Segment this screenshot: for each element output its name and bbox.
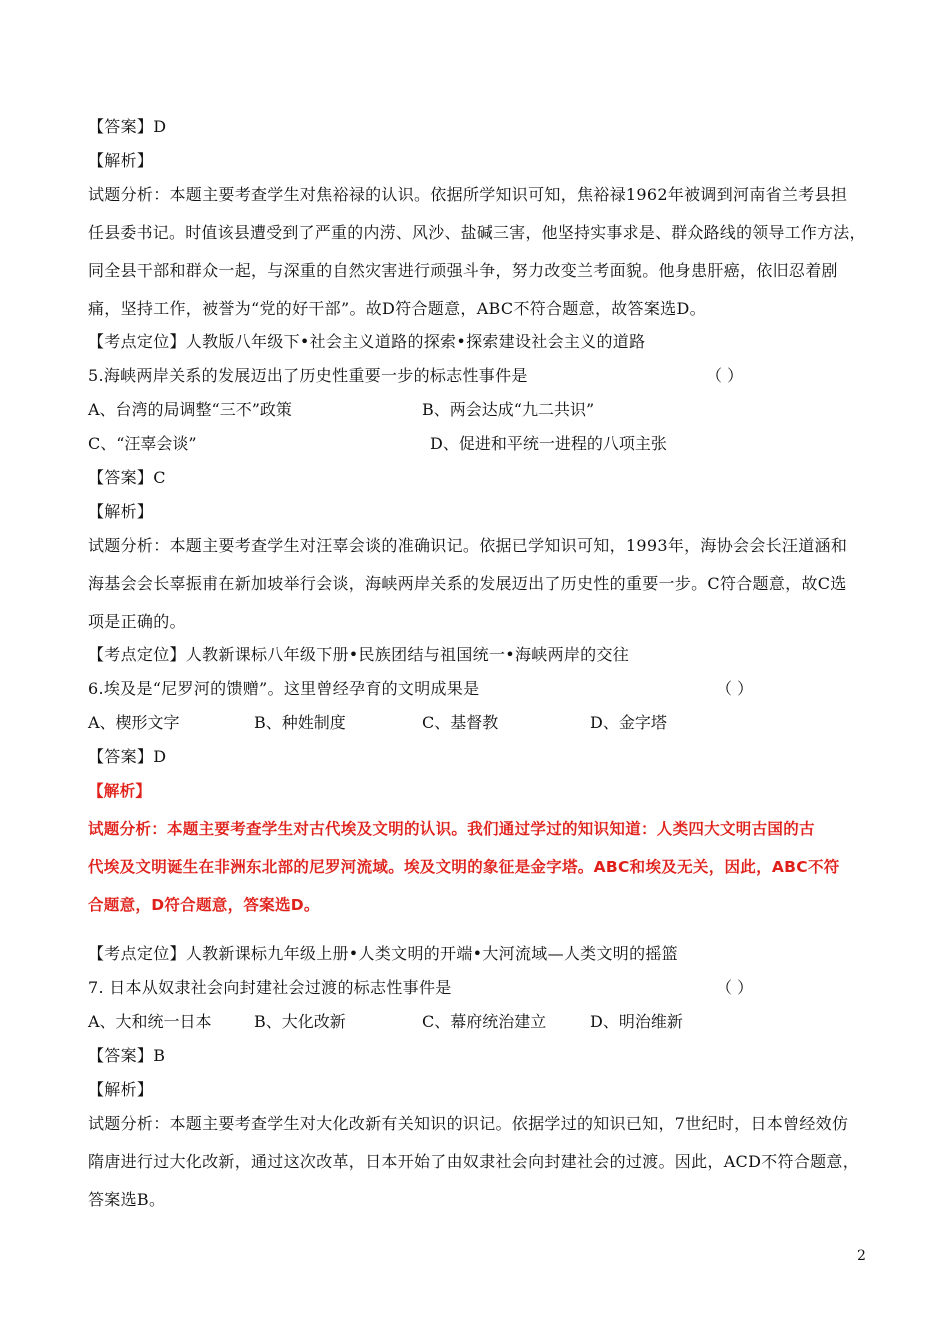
page-number: 2 [857, 1248, 866, 1264]
q6-answer-paren: （ ） [716, 679, 754, 698]
q7-option-c: C、幕府统治建立 [422, 1012, 547, 1031]
q6-analysis-line: 合题意，D符合题意，答案选D。 [88, 896, 320, 914]
q5-stem: 5.海峡两岸关系的发展迈出了历史性重要一步的标志性事件是 [88, 366, 528, 385]
q4-analysis-label: 【解析】 [88, 151, 154, 170]
q5-option-d: D、促进和平统一进程的八项主张 [430, 434, 667, 453]
q4-analysis-line: 任县委书记。时值该县遭受到了严重的内涝、风沙、盐碱三害，他坚持实事求是、群众路线的领导工作方法， [88, 223, 866, 242]
q6-option-a: A、楔形文字 [88, 713, 180, 732]
q5-option-c: C、“汪辜会谈” [88, 434, 197, 453]
q6-analysis-line: 试题分析：本题主要考查学生对古代埃及文明的认识。我们通过学过的知识知道：人类四大文明古国的古 [88, 820, 815, 838]
q7-answer-paren: （ ） [716, 978, 754, 997]
q7-analysis-line: 答案选B。 [88, 1190, 166, 1209]
q5-answer: 【答案】C [88, 468, 166, 487]
q6-analysis-label: 【解析】 [88, 782, 152, 800]
q5-analysis-label: 【解析】 [88, 502, 154, 521]
q5-kaodian: 【考点定位】人教新课标八年级下册•民族团结与祖国统一•海峡两岸的交往 [88, 645, 630, 664]
q7-answer: 【答案】B [88, 1046, 166, 1065]
q5-option-b: B、两会达成“九二共识” [422, 400, 595, 419]
q6-option-b: B、种姓制度 [254, 713, 346, 732]
q6-option-d: D、金字塔 [590, 713, 667, 732]
q7-analysis-line: 试题分析：本题主要考查学生对大化改新有关知识的识记。依据学过的知识已知，7世纪时，日本曾经效仿 [88, 1114, 849, 1133]
q4-answer: 【答案】D [88, 117, 167, 136]
q6-analysis-line: 代埃及文明诞生在非洲东北部的尼罗河流域。埃及文明的象征是金字塔。ABC和埃及无关，因此，ABC不符 [88, 858, 840, 876]
q4-kaodian: 【考点定位】人教版八年级下•社会主义道路的探索•探索建设社会主义的道路 [88, 332, 646, 351]
q7-option-b: B、大化改新 [254, 1012, 346, 1031]
q7-option-d: D、明治维新 [590, 1012, 683, 1031]
q6-answer: 【答案】D [88, 747, 167, 766]
q5-option-a: A、台湾的局调整“三不”政策 [88, 400, 292, 419]
q7-analysis-label: 【解析】 [88, 1080, 154, 1099]
q4-analysis-line: 试题分析：本题主要考查学生对焦裕禄的认识。依据所学知识可知，焦裕禄1962年被调到河南省兰考县担 [88, 185, 848, 204]
q6-option-c: C、基督教 [422, 713, 499, 732]
q7-stem: 7. 日本从奴隶社会向封建社会过渡的标志性事件是 [88, 978, 452, 997]
q5-analysis-line: 项是正确的。 [88, 612, 186, 631]
q4-analysis-line: 同全县干部和群众一起，与深重的自然灾害进行顽强斗争，努力改变兰考面貌。他身患肝癌，依旧忍着剧 [88, 261, 838, 280]
q7-analysis-line: 隋唐进行过大化改新，通过这次改革，日本开始了由奴隶社会向封建社会的过渡。因此，ACD不符合题意， [88, 1152, 860, 1171]
q5-answer-paren: （ ） [706, 366, 744, 385]
q6-stem: 6.埃及是“尼罗河的馈赠”。这里曾经孕育的文明成果是 [88, 679, 480, 698]
q7-option-a: A、大和统一日本 [88, 1012, 212, 1031]
q5-analysis-line: 试题分析：本题主要考查学生对汪辜会谈的准确识记。依据已学知识可知，1993年，海协会会长汪道涵和 [88, 536, 848, 555]
q6-kaodian: 【考点定位】人教新课标九年级上册•人类文明的开端•大河流域—人类文明的摇篮 [88, 944, 678, 963]
q4-analysis-line: 痛，坚持工作，被誉为“党的好干部”。故D符合题意，ABC不符合题意，故答案选D。 [88, 299, 706, 318]
q5-analysis-line: 海基会会长辜振甫在新加坡举行会谈，海峡两岸关系的发展迈出了历史性的重要一步。C符合题意，故C选 [88, 574, 847, 593]
